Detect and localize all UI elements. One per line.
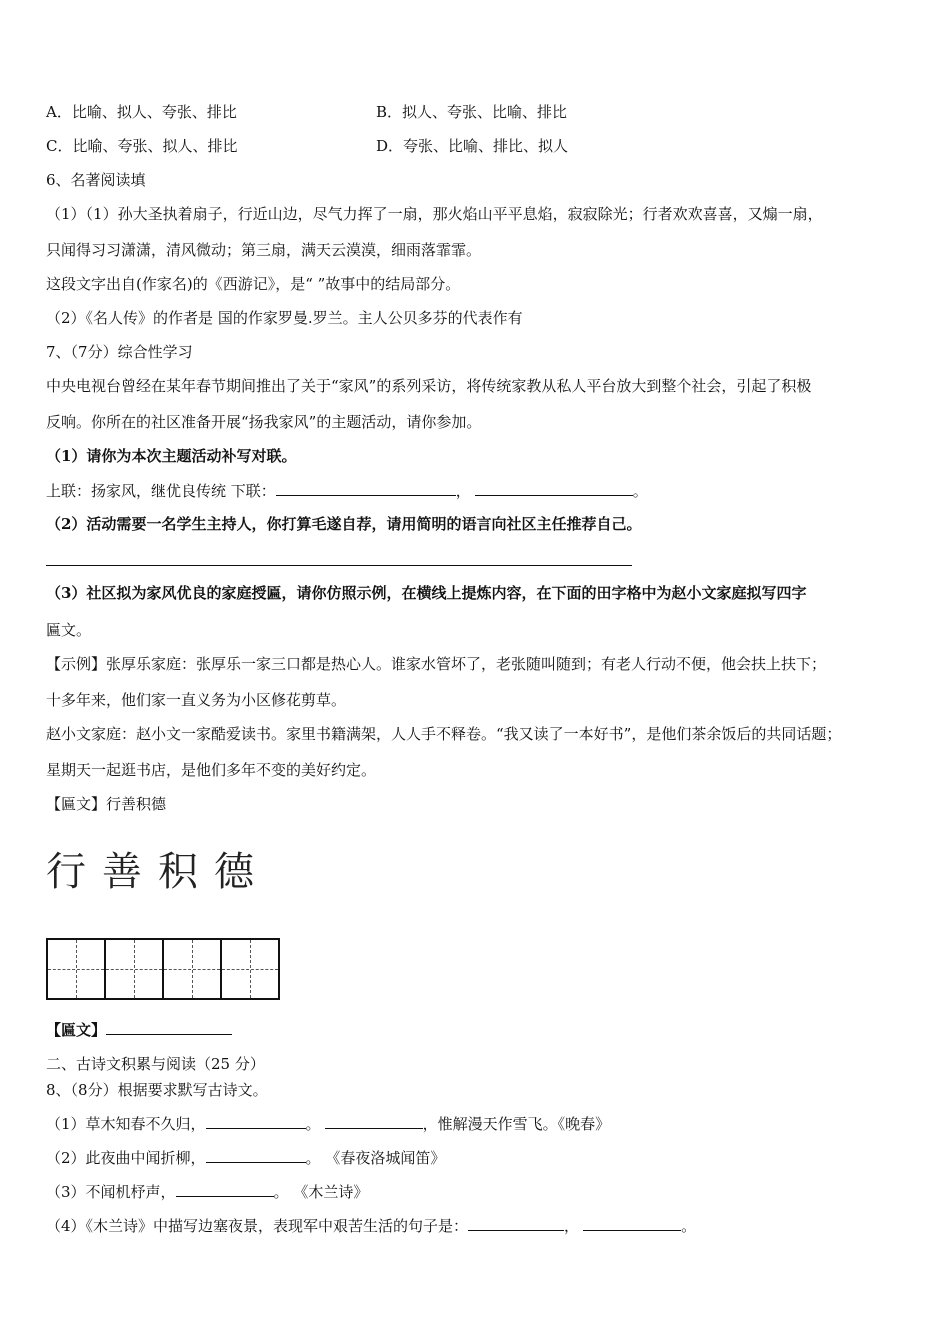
q6-p1-line2: 只闻得习习潇潇，清风微动；第三扇，满天云漠漠，细雨落霏霏。 [46, 241, 482, 259]
q7-sub-3-line1: （3）社区拟为家风优良的家庭授匾，请你仿照示例，在横线上提炼内容，在下面的田字格中为赵小文家庭拟写四字 [46, 584, 807, 602]
q6-p1-line3: 这段文字出自(作家名)的《西游记》，是“ ”故事中的结局部分。 [46, 275, 461, 293]
poem-1-text-b: 。 [305, 1115, 321, 1133]
poem-1-blank-2[interactable] [325, 1114, 423, 1129]
q6-p1-line1: （1）（1）孙大圣执着扇子，行近山边，尽气力挥了一扇，那火焰山平平息焰，寂寂除光；行者欢欢喜喜，又煽一扇， [46, 205, 823, 223]
plaque-answer-line [46, 1020, 232, 1040]
choice-d: D．夸张、比喻、排比、拟人 [376, 137, 569, 155]
choice-c: C．比喻、夸张、拟人、排比 [46, 137, 238, 155]
choice-a: A．比喻、拟人、夸张、排比 [46, 103, 237, 121]
q6-title: 6、名著阅读填 [46, 171, 146, 189]
q7-intro-2: 反响。你所在的社区准备开展“扬我家风”的主题活动，请你参加。 [46, 413, 482, 431]
poem-line-2 [46, 1148, 445, 1168]
plaque-example: 【匾文】行善积德 [46, 795, 167, 813]
q7-sub-1: （1）请你为本次主题活动补写对联。 [46, 447, 297, 465]
zhao-line2: 星期天一起逛书店，是他们多年不变的美好约定。 [46, 761, 377, 779]
poem-line-3 [46, 1182, 368, 1202]
answer-line[interactable] [46, 565, 632, 566]
couplet-comma: ， [455, 482, 471, 500]
poem-1-blank-1[interactable] [206, 1114, 306, 1129]
q7-sub-3-line2: 匾文。 [46, 621, 92, 639]
plaque-large-text: 行善积德 [46, 849, 270, 895]
plaque-answer-blank[interactable] [106, 1020, 232, 1035]
poem-3-blank[interactable] [176, 1182, 274, 1197]
q6-p2: （2）《名人传》的作者是 国的作家罗曼.罗兰。主人公贝多芬的代表作有 [46, 309, 523, 327]
choice-b: B．拟人、夸张、比喻、排比 [376, 103, 568, 121]
tianzige-grid [46, 938, 280, 1000]
example-line2: 十多年来，他们家一直义务为小区修花剪草。 [46, 691, 347, 709]
poem-4-text-b: ， [564, 1217, 580, 1235]
plaque-answer-label: 【匾文】 [46, 1021, 107, 1039]
grid-cell[interactable] [106, 940, 164, 998]
couplet-blank-2[interactable] [475, 481, 633, 496]
grid-cell[interactable] [48, 940, 106, 998]
section-2-title: 二、古诗文积累与阅读（25 分） [46, 1055, 265, 1073]
poem-2-blank[interactable] [206, 1148, 306, 1163]
example-line1: 【示例】张厚乐家庭：张厚乐一家三口都是热心人。谁家水管坏了，老张随叫随到；有老人行动不便，他会扶上扶下； [46, 655, 827, 673]
poem-line-1 [46, 1114, 610, 1134]
couplet-blank-1[interactable] [276, 481, 456, 496]
poem-3-text-b: 。 《木兰诗》 [273, 1183, 369, 1201]
poem-4-blank-2[interactable] [583, 1216, 681, 1231]
poem-3-text-a: （3）不闻机杼声， [46, 1183, 176, 1201]
poem-line-4 [46, 1216, 696, 1236]
poem-1-text-a: （1）草木知春不久归， [46, 1115, 206, 1133]
poem-1-text-c: ，惟解漫天作雪飞。《晚春》 [422, 1115, 611, 1133]
poem-4-text-c: 。 [681, 1217, 697, 1235]
couplet-line [46, 481, 648, 501]
q7-intro-1: 中央电视台曾经在某年春节期间推出了关于“家风”的系列采访，将传统家教从私人平台放大到整个社会，引起了积极 [46, 377, 812, 395]
q7-title: 7、（7分）综合性学习 [46, 343, 193, 361]
q7-sub-2: （2）活动需要一名学生主持人，你打算毛遂自荐，请用简明的语言向社区主任推荐自己。 [46, 515, 642, 533]
q8-title: 8、（8分）根据要求默写古诗文。 [46, 1081, 268, 1099]
zhao-line1: 赵小文家庭：赵小文一家酷爱读书。家里书籍满架，人人手不释卷。“我又读了一本好书”，是他们茶余饭后的共同话题； [46, 725, 842, 743]
poem-2-text-b: 。 《春夜洛城闻笛》 [305, 1149, 446, 1167]
grid-cell[interactable] [164, 940, 222, 998]
couplet-period: 。 [632, 482, 648, 500]
poem-4-blank-1[interactable] [468, 1216, 564, 1231]
couplet-upper: 上联：扬家风，继优良传统 下联： [46, 482, 276, 500]
grid-cell[interactable] [222, 940, 280, 998]
poem-4-text-a: （4）《木兰诗》中描写边塞夜景，表现军中艰苦生活的句子是： [46, 1217, 469, 1235]
poem-2-text-a: （2）此夜曲中闻折柳， [46, 1149, 206, 1167]
